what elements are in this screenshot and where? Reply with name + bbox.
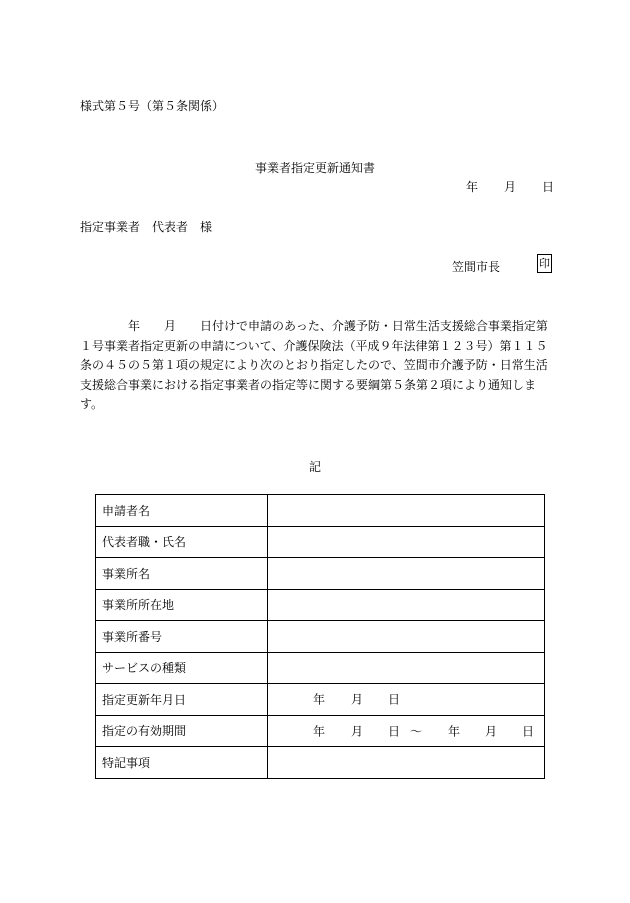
table-row — [96, 589, 545, 621]
issue-date-year: 年 — [466, 180, 479, 194]
row-label-office-number: 事業所番号 — [96, 621, 268, 653]
addressee-honorific: 様 — [200, 220, 213, 234]
row-label-office-address: 事業所所在地 — [96, 589, 268, 621]
row-value-service-type — [268, 652, 545, 684]
issue-date-day: 日 — [542, 180, 555, 194]
row-value-renewal-date — [268, 684, 545, 716]
table-row — [96, 558, 545, 590]
notice-body — [80, 317, 551, 415]
table-row — [96, 526, 545, 558]
sender-name: 笠間市長 — [452, 260, 501, 274]
body-line: す。 — [80, 397, 104, 411]
row-value-office-number — [268, 621, 545, 653]
row-label-office-name: 事業所名 — [96, 558, 268, 590]
row-value-office-address — [268, 589, 545, 621]
table-row — [96, 747, 545, 779]
row-value-validity-period — [268, 715, 545, 747]
period-to-month: 月 — [485, 724, 498, 739]
renewal-date-day: 日 — [388, 692, 401, 707]
renewal-date-month: 月 — [351, 692, 364, 707]
period-to-year: 年 — [448, 724, 461, 739]
ki-heading: 記 — [308, 460, 321, 474]
table-row — [96, 652, 545, 684]
seal-mark: 印 — [537, 254, 552, 273]
row-value-applicant — [268, 495, 545, 527]
issue-date-month: 月 — [504, 180, 517, 194]
table-row — [96, 715, 545, 747]
period-from-year: 年 — [313, 724, 326, 739]
table-row — [96, 684, 545, 716]
row-label-applicant: 申請者名 — [96, 495, 268, 527]
document-title: 事業者指定更新通知書 — [254, 161, 375, 175]
period-to-day: 日 — [522, 724, 535, 739]
details-table — [95, 494, 545, 779]
table-row — [96, 621, 545, 653]
row-value-office-name — [268, 558, 545, 590]
body-line: 条の４５の５第１項の規定により次のとおり指定したので、笠間市介護予防・日常生活 — [80, 358, 548, 372]
addressee-name: 指定事業者 代表者 — [80, 220, 189, 234]
period-from-month: 月 — [351, 724, 364, 739]
row-value-remarks — [268, 747, 545, 779]
period-from-day: 日 — [388, 724, 401, 739]
addressee — [80, 218, 212, 235]
row-label-service-type: サービスの種類 — [96, 652, 268, 684]
body-line: １号事業者指定更新の申請について、介護保険法（平成９年法律第１２３号）第１１５ — [80, 338, 548, 353]
row-value-representative — [268, 526, 545, 558]
row-label-representative: 代表者職・氏名 — [96, 526, 268, 558]
form-number: 様式第５号（第５条関係） — [80, 99, 225, 113]
row-label-renewal-date: 指定更新年月日 — [96, 684, 268, 716]
table-row — [96, 495, 545, 527]
body-line: 年 月 日付けで申請のあった、介護予防・日常生活支援総合事業指定第 — [80, 319, 548, 333]
row-label-remarks: 特記事項 — [96, 747, 268, 779]
row-label-validity-period: 指定の有効期間 — [96, 715, 268, 747]
period-separator: ～ — [410, 724, 423, 739]
body-line: 支援総合事業における指定事業者の指定等に関する要綱第５条第２項により通知しま — [80, 377, 537, 392]
renewal-date-year: 年 — [313, 692, 326, 707]
